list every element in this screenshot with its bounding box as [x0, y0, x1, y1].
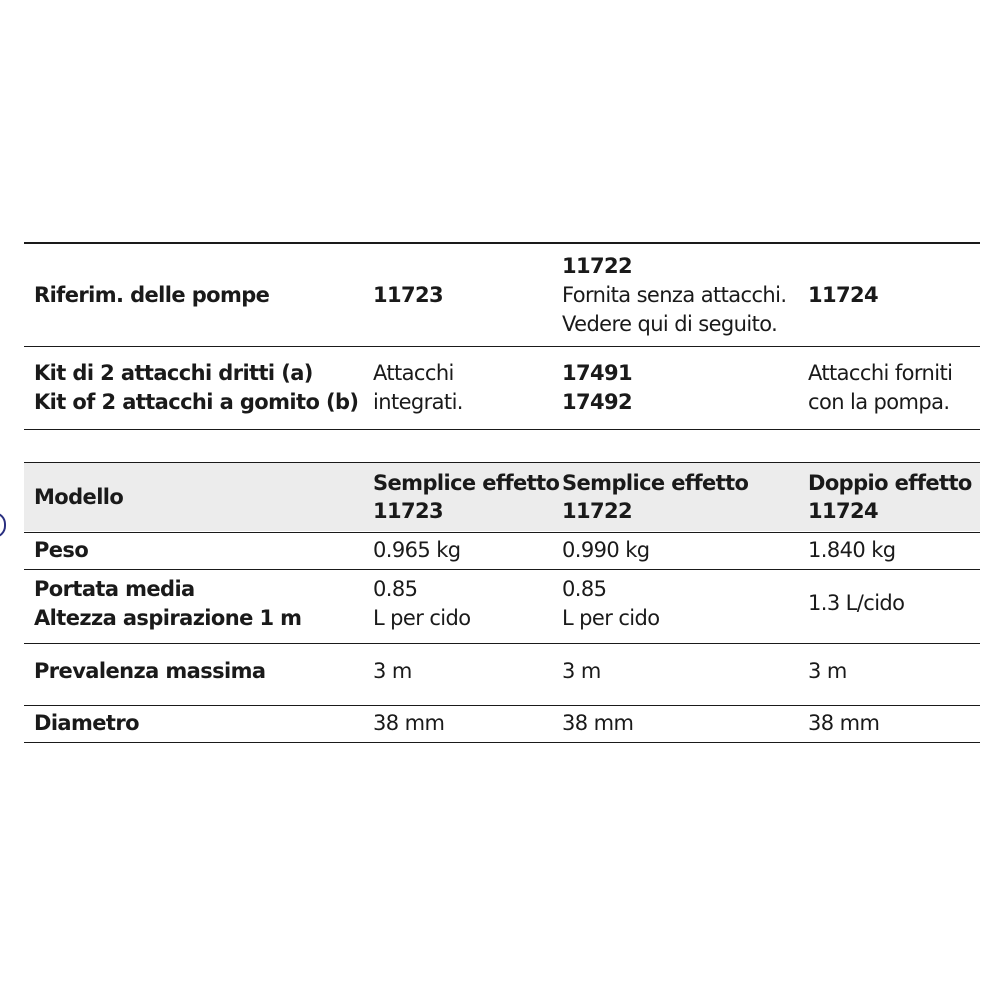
- table-rule: [24, 532, 980, 533]
- prevalenza-11723: 3 m: [373, 659, 412, 683]
- portata-11724: 1.3 L/cido: [808, 591, 905, 615]
- table-rule: [24, 346, 980, 347]
- table-rule: [24, 643, 980, 644]
- header-model-label: Modello: [34, 485, 124, 509]
- kit-11724-line-2: con la pompa.: [808, 390, 950, 414]
- prevalenza-11722: 3 m: [562, 659, 601, 683]
- portata-11723-value: 0.85: [373, 577, 418, 601]
- header-model-11722-code: 11722: [562, 499, 633, 523]
- pump-ref-11722: 11722: [562, 254, 633, 278]
- table-rule-top: [24, 242, 980, 244]
- kit-code-17491: 17491: [562, 361, 633, 385]
- label-peso: Peso: [34, 538, 89, 562]
- peso-11724: 1.840 kg: [808, 538, 896, 562]
- table-rule: [24, 569, 980, 570]
- prevalenza-11724: 3 m: [808, 659, 847, 683]
- kit-11723-line-2: integrati.: [373, 390, 463, 414]
- header-model-11722-type: Semplice effetto: [562, 471, 749, 495]
- pump-ref-11724: 11724: [808, 283, 879, 307]
- diametro-11723: 38 mm: [373, 711, 445, 735]
- pump-ref-11723: 11723: [373, 283, 444, 307]
- label-portata-media: Portata media: [34, 577, 195, 601]
- diametro-11722: 38 mm: [562, 711, 634, 735]
- header-model-11723-code: 11723: [373, 499, 444, 523]
- label-altezza-aspirazione: Altezza aspirazione 1 m: [34, 606, 302, 630]
- label-pump-references: Riferim. delle pompe: [34, 283, 270, 307]
- portata-11722-unit: L per cido: [562, 606, 660, 630]
- kit-11723-line-1: Attacchi: [373, 361, 454, 385]
- peso-11722: 0.990 kg: [562, 538, 650, 562]
- kit-code-17492: 17492: [562, 390, 633, 414]
- diametro-11724: 38 mm: [808, 711, 880, 735]
- portata-11722-value: 0.85: [562, 577, 607, 601]
- kit-11724-line-1: Attacchi forniti: [808, 361, 953, 385]
- page-edge-mark: [0, 512, 6, 538]
- portata-11723-unit: L per cido: [373, 606, 471, 630]
- pump-ref-11722-note-2: Vedere qui di seguito.: [562, 312, 778, 336]
- label-kit-elbow: Kit of 2 attacchi a gomito (b): [34, 390, 359, 414]
- pump-ref-11722-note-1: Fornita senza attacchi.: [562, 283, 787, 307]
- label-prevalenza-massima: Prevalenza massima: [34, 659, 266, 683]
- header-model-11723-type: Semplice effetto: [373, 471, 560, 495]
- table-rule-bottom: [24, 429, 980, 430]
- label-diametro: Diametro: [34, 711, 139, 735]
- header-model-11724-type: Doppio effetto: [808, 471, 972, 495]
- table-rule-bottom: [24, 742, 980, 743]
- label-kit-straight: Kit di 2 attacchi dritti (a): [34, 361, 313, 385]
- peso-11723: 0.965 kg: [373, 538, 461, 562]
- table-rule: [24, 705, 980, 706]
- header-model-11724-code: 11724: [808, 499, 879, 523]
